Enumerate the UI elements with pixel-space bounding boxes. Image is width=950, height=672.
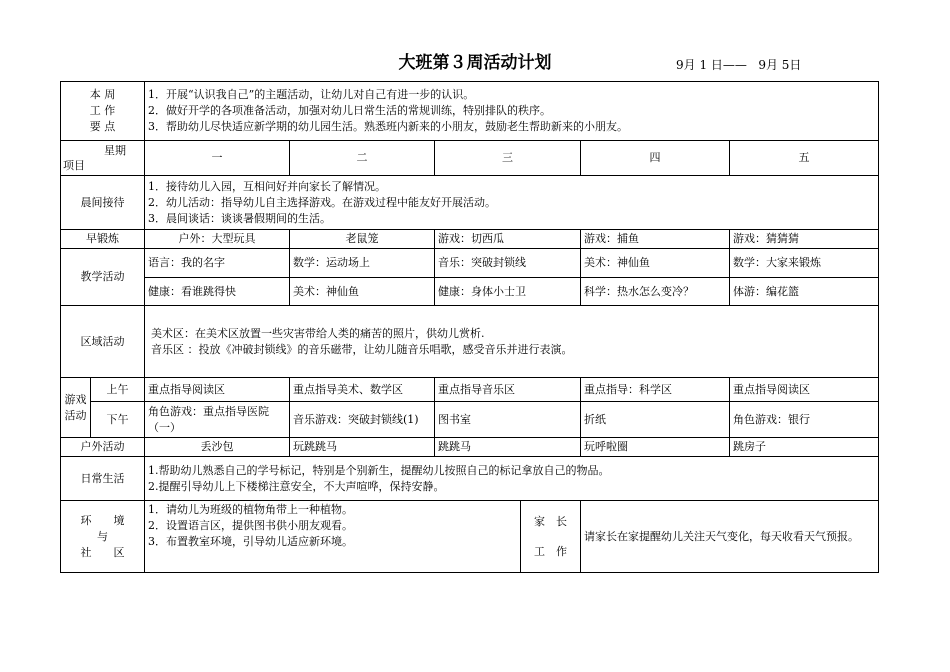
- day-header-5: 五: [730, 141, 879, 176]
- games-am-day-1: 重点指导阅读区: [145, 378, 290, 402]
- games-am-day-5: 重点指导阅读区: [730, 378, 879, 402]
- weekly-focus-label: 本 周 工 作 要 点: [61, 82, 145, 141]
- teaching-1-day-2: 数学：运动场上: [290, 249, 435, 278]
- environment-row: [61, 501, 879, 573]
- daily-life-label: 日常生活: [61, 457, 145, 501]
- day-header-2: 二: [290, 141, 435, 176]
- daily-life-row: [61, 457, 879, 501]
- games-am-day-3: 重点指导音乐区: [435, 378, 581, 402]
- page-title: 大班第３周活动计划: [398, 53, 552, 73]
- morning-exercise-label: 早锻炼: [61, 230, 145, 249]
- games-pm-day-5: 角色游戏：银行: [730, 402, 879, 438]
- parents-label: 家 长 工 作: [521, 501, 581, 573]
- outdoor-day-1: 丢沙包: [145, 438, 290, 457]
- games-am-day-4: 重点指导：科学区: [581, 378, 730, 402]
- teaching-2-day-3: 健康：身体小士卫: [435, 278, 581, 306]
- morning-exercise-row: [61, 230, 879, 249]
- teaching-2-day-5: 体游：编花篮: [730, 278, 879, 306]
- teaching-1-day-3: 音乐：突破封锁线: [435, 249, 581, 278]
- teaching-2-day-1: 健康：看谁跳得快: [145, 278, 290, 306]
- games-pm-day-2: 音乐游戏：突破封锁线(1): [290, 402, 435, 438]
- exercise-day-4: 游戏：捕鱼: [581, 230, 730, 249]
- outdoor-label: 户外活动: [61, 438, 145, 457]
- daily-life-content: 1.帮助幼儿熟悉自己的学号标记，特别是个别新生，提醒幼儿按照自己的标记拿放自己的物品。 2.提醒引导幼儿上下楼梯注意安全，不大声喧哗，保持安静。: [145, 457, 879, 501]
- teaching-row-1: [61, 249, 879, 278]
- games-am-day-2: 重点指导美术、数学区: [290, 378, 435, 402]
- outdoor-day-4: 玩呼啦圈: [581, 438, 730, 457]
- teaching-2-day-2: 美术：神仙鱼: [290, 278, 435, 306]
- exercise-day-3: 游戏：切西瓜: [435, 230, 581, 249]
- parents-content: 请家长在家提醒幼儿关注天气变化，每天收看天气预报。: [581, 501, 879, 573]
- games-label: 游戏 活动: [61, 378, 91, 438]
- header-corner: 星期 项目: [61, 141, 145, 176]
- teaching-row-2: [61, 278, 879, 306]
- games-pm-label: 下午: [91, 402, 145, 438]
- games-pm-row: [61, 402, 879, 438]
- day-header-3: 三: [435, 141, 581, 176]
- day-header-1: 一: [145, 141, 290, 176]
- outdoor-day-2: 玩跳跳马: [290, 438, 435, 457]
- area-label: 区域活动: [61, 306, 145, 378]
- morning-reception-label: 晨间接待: [61, 176, 145, 230]
- teaching-1-day-1: 语言：我的名字: [145, 249, 290, 278]
- weekly-plan-table: [60, 81, 879, 573]
- exercise-day-5: 游戏：猜猜猜: [730, 230, 879, 249]
- environment-content: 1．请幼儿为班级的植物角带上一种植物。 2．设置语言区，提供图书供小朋友观看。 3．布置教室环境，引导幼儿适应新环境。: [145, 501, 521, 573]
- teaching-1-day-5: 数学：大家来锻炼: [730, 249, 879, 278]
- environment-label: 环 境 与 社 区: [61, 501, 145, 573]
- day-header-4: 四: [581, 141, 730, 176]
- header-row: [61, 141, 879, 176]
- outdoor-day-3: 跳跳马: [435, 438, 581, 457]
- games-pm-day-4: 折纸: [581, 402, 730, 438]
- games-pm-day-3: 图书室: [435, 402, 581, 438]
- area-content: 美术区：在美术区放置一些灾害带给人类的痛苦的照片，供幼儿赏析. 音乐区 ：投放《冲破封锁线》的音乐磁带，让幼儿随音乐唱歌，感受音乐并进行表演。: [145, 306, 879, 378]
- morning-reception-row: [61, 176, 879, 230]
- games-pm-day-1: 角色游戏：重点指导医院（一）: [145, 402, 290, 438]
- weekly-focus-row: [61, 82, 879, 141]
- outdoor-row: [61, 438, 879, 457]
- teaching-label: 教学活动: [61, 249, 145, 306]
- teaching-1-day-4: 美术：神仙鱼: [581, 249, 730, 278]
- games-am-label: 上午: [91, 378, 145, 402]
- teaching-2-day-4: 科学：热水怎么变冷？: [581, 278, 730, 306]
- date-range: 9月 1 日—— 9月 5日: [676, 58, 802, 72]
- morning-reception-content: 1．接待幼儿入园，互相问好并向家长了解情况。 2．幼儿活动：指导幼儿自主选择游戏。在游戏过程中能友好开展活动。 3．晨间谈话：谈谈暑假期间的生活。: [145, 176, 879, 230]
- games-am-row: [61, 378, 879, 402]
- exercise-day-1: 户外：大型玩具: [145, 230, 290, 249]
- outdoor-day-5: 跳房子: [730, 438, 879, 457]
- area-row: [61, 306, 879, 378]
- weekly-focus-content: 1．开展“认识我自己”的主题活动，让幼儿对自己有进一步的认识。 2．做好开学的各项准备活动，加强对幼儿日常生活的常规训练，特别排队的秩序。 3．帮助幼儿尽快适应新学期的幼儿园生活。熟悉班内新来的小朋友，鼓励老生帮助新来的小朋友。: [145, 82, 879, 141]
- exercise-day-2: 老鼠笼: [290, 230, 435, 249]
